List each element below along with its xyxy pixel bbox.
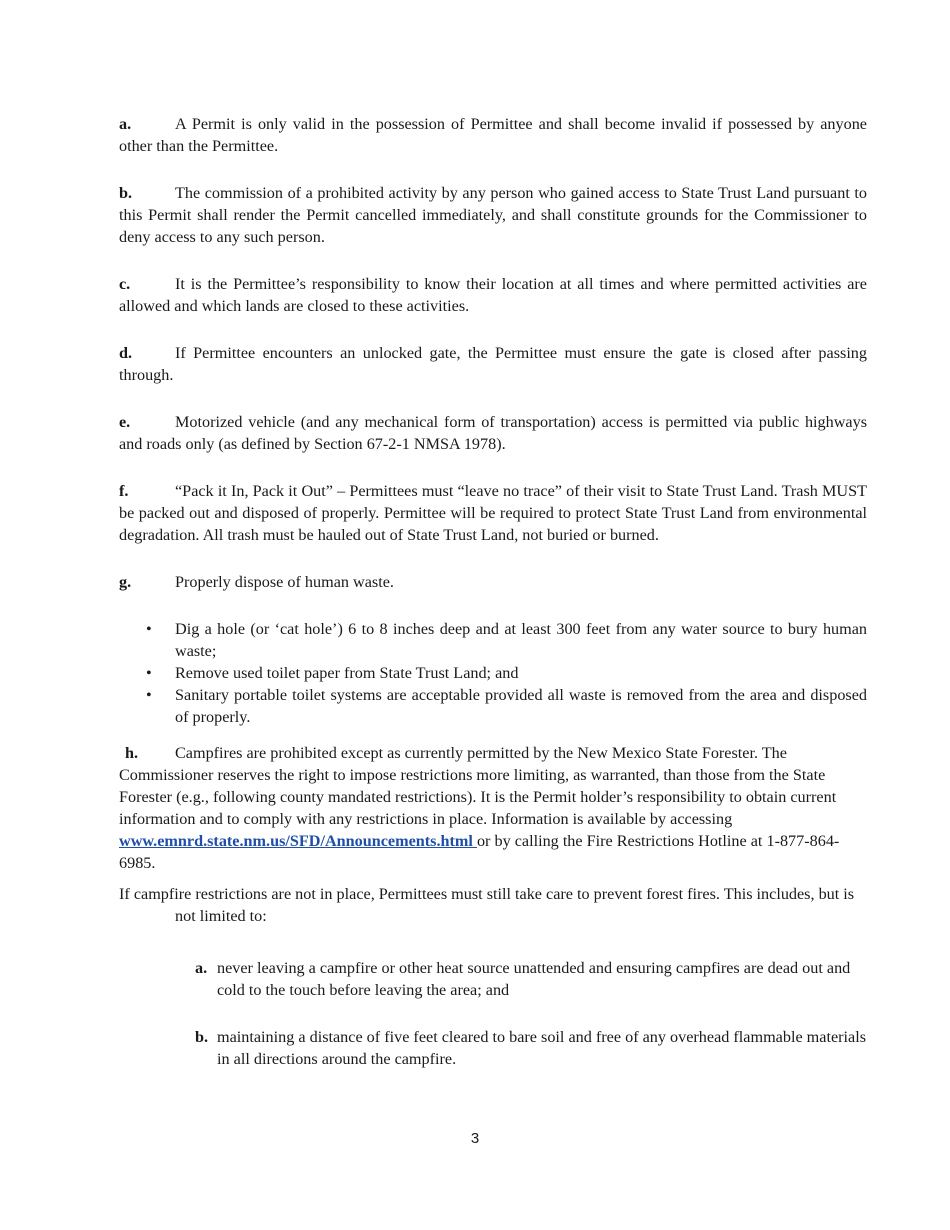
subitem-text: never leaving a campfire or other heat source unattended and ensuring campfires are dead out and cold to the touch before leaving the area; and [217, 959, 851, 999]
item-text: Motorized vehicle (and any mechanical form of transportation) access is permitted via public highways and roads only (as defined by Section 67-2-1 NMSA 1978). [119, 413, 867, 453]
item-text: If Permittee encounters an unlocked gate, the Permittee must ensure the gate is closed after passing through. [119, 344, 867, 384]
list-item [146, 618, 867, 662]
item-label: f. [119, 482, 129, 500]
item-f [119, 480, 867, 546]
item-label: c. [119, 275, 131, 293]
item-d [119, 342, 867, 386]
item-label: g. [119, 573, 132, 591]
subitem-b [119, 1026, 867, 1070]
bullet-icon: • [146, 620, 152, 638]
subitem-text: maintaining a distance of five feet cleared to bare soil and free of any overhead flammable materials in all directions around the campfire. [217, 1028, 867, 1068]
subitem-a [119, 957, 867, 1001]
item-g [119, 571, 867, 593]
item-e [119, 411, 867, 455]
item-b [119, 182, 867, 248]
item-text: Campfires are prohibited except as currently permitted by the New Mexico State Forester. The Commissioner reserves the right to impose restrictions more limiting, as warranted, than those from the State Forester (e.g., following county mandated restrictions). It is the Permit holder’s responsibility to obtain current information and to comply with any restrictions in place. Information is available by accessing [119, 744, 837, 828]
bullet-text: Dig a hole (or ‘cat hole’) 6 to 8 inches deep and at least 300 feet from any water source to bury human waste; [175, 620, 867, 660]
list-item [146, 662, 867, 684]
fire-restrictions-link[interactable]: www.emnrd.state.nm.us/SFD/Announcements.html [119, 832, 477, 850]
campfire-intro: If campfire restrictions are not in place, Permittees must still take care to prevent forest fires. This includes, but is not limited to: [119, 885, 855, 925]
item-text: The commission of a prohibited activity by any person who gained access to State Trust Land pursuant to this Permit shall render the Permit cancelled immediately, and shall constitute grounds for the Commissioner to deny access to any such person. [119, 184, 867, 246]
item-label: a. [119, 115, 132, 133]
bullet-icon: • [146, 686, 152, 704]
item-label: h. [125, 744, 139, 762]
item-label: e. [119, 413, 131, 431]
item-text: A Permit is only valid in the possession of Permittee and shall become invalid if possessed by anyone other than the Permittee. [119, 115, 867, 155]
bullet-icon: • [146, 664, 152, 682]
subitem-label: b. [195, 1028, 209, 1046]
document-body [119, 113, 867, 1095]
waste-bullet-list [119, 618, 867, 728]
item-h [119, 742, 867, 874]
item-text-continued: or by calling the Fire Restrictions Hotline at 1-877-864-6985. [119, 832, 840, 872]
subitem-label: a. [195, 959, 208, 977]
list-item [146, 684, 867, 728]
bullet-text: Remove used toilet paper from State Trust Land; and [175, 664, 519, 682]
item-text: Properly dispose of human waste. [175, 573, 394, 591]
item-text: It is the Permittee’s responsibility to know their location at all times and where permitted activities are allowed and which lands are closed to these activities. [119, 275, 867, 315]
item-text: “Pack it In, Pack it Out” – Permittees must “leave no trace” of their visit to State Trust Land. Trash MUST be packed out and disposed of properly. Permittee will be required to protect State Trust Land from environmental degradation. All trash must be hauled out of State Trust Land, not buried or burned. [119, 482, 867, 544]
item-c [119, 273, 867, 317]
item-label: b. [119, 184, 133, 202]
item-label: d. [119, 344, 133, 362]
bullet-text: Sanitary portable toilet systems are acceptable provided all waste is removed from the area and disposed of properly. [175, 686, 867, 726]
page-number: 3 [470, 1130, 480, 1147]
item-a [119, 113, 867, 157]
